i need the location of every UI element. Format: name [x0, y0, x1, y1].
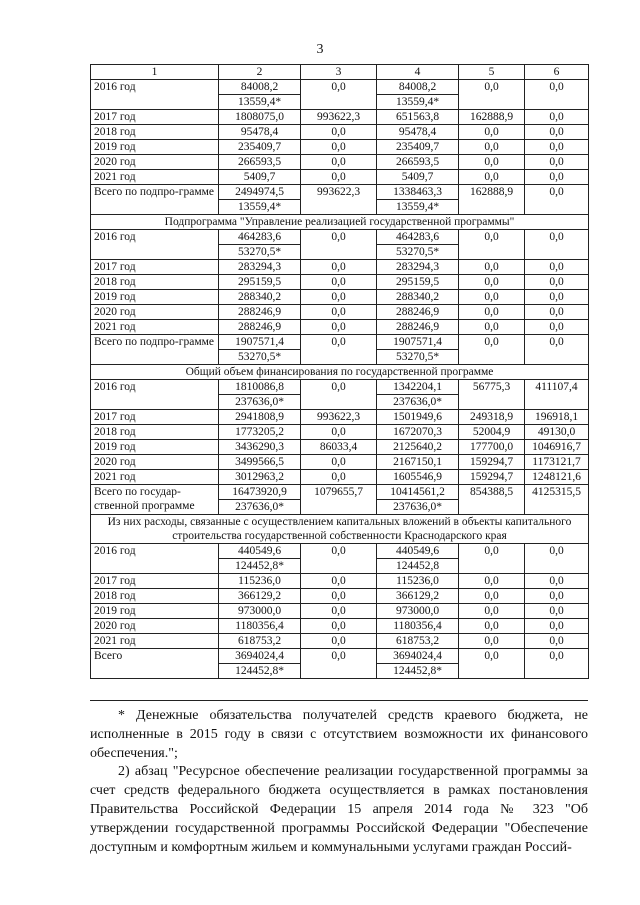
section-title: Подпрограмма "Управление реализацией государственной программы" [91, 215, 589, 230]
row-label: 2018 год [91, 589, 219, 604]
footnote [90, 706, 588, 763]
cell-col4: 288246,9 [377, 320, 459, 335]
page-number: 3 [316, 42, 324, 57]
cell-col5: 0,0 [459, 574, 525, 589]
cell-col5: 0,0 [459, 544, 525, 574]
cell-col5: 0,0 [459, 260, 525, 275]
cell-col4: 295159,5 [377, 275, 459, 290]
cell-total: 2494974,5 [219, 185, 301, 200]
cell-col4-unpaid: 237636,0* [377, 395, 459, 410]
cell-col4: 2167150,1 [377, 455, 459, 470]
table-row [91, 440, 589, 455]
cell-col4-unpaid: 237636,0* [377, 500, 459, 515]
cell-col3: 0,0 [301, 320, 377, 335]
cell-col5: 0,0 [459, 320, 525, 335]
cell-col4: 973000,0 [377, 604, 459, 619]
cell-col3: 0,0 [301, 619, 377, 634]
cell-col3: 0,0 [301, 80, 377, 110]
cell-col3: 993622,3 [301, 185, 377, 215]
table-row [91, 305, 589, 320]
row-label: 2021 год [91, 170, 219, 185]
table-row [91, 425, 589, 440]
body-paragraph [90, 762, 588, 857]
cell-total-unpaid: 124452,8* [219, 559, 301, 574]
cell-col5: 0,0 [459, 305, 525, 320]
table-row [91, 185, 589, 200]
cell-total: 295159,5 [219, 275, 301, 290]
table-row [91, 455, 589, 470]
cell-total-unpaid: 13559,4* [219, 200, 301, 215]
cell-col5: 56775,3 [459, 380, 525, 410]
table-row [91, 574, 589, 589]
row-label: 2021 год [91, 320, 219, 335]
table-row [91, 470, 589, 485]
row-label: 2020 год [91, 305, 219, 320]
cell-total: 1907571,4 [219, 335, 301, 350]
table-row [91, 619, 589, 634]
cell-col4: 1672070,3 [377, 425, 459, 440]
cell-total: 1773205,2 [219, 425, 301, 440]
cell-col4-unpaid: 13559,4* [377, 95, 459, 110]
cell-col3: 0,0 [301, 380, 377, 410]
cell-col6: 0,0 [525, 305, 589, 320]
cell-col6: 0,0 [525, 155, 589, 170]
cell-total: 973000,0 [219, 604, 301, 619]
cell-col3: 0,0 [301, 170, 377, 185]
cell-col3: 86033,4 [301, 440, 377, 455]
section-title-row [91, 365, 589, 380]
cell-col4-unpaid: 124452,8* [377, 664, 459, 679]
cell-total: 618753,2 [219, 634, 301, 649]
cell-col6: 0,0 [525, 320, 589, 335]
cell-total: 1180356,4 [219, 619, 301, 634]
cell-col5: 0,0 [459, 275, 525, 290]
cell-col5: 0,0 [459, 634, 525, 649]
row-label: Всего [91, 649, 219, 679]
cell-col4: 235409,7 [377, 140, 459, 155]
cell-col5: 52004,9 [459, 425, 525, 440]
cell-col4-unpaid: 53270,5* [377, 350, 459, 365]
cell-total: 3499566,5 [219, 455, 301, 470]
table-row [91, 544, 589, 559]
row-label: 2020 год [91, 155, 219, 170]
cell-col4: 2125640,2 [377, 440, 459, 455]
cell-col4: 266593,5 [377, 155, 459, 170]
cell-col3: 0,0 [301, 305, 377, 320]
cell-col6: 1248121,6 [525, 470, 589, 485]
cell-col3: 0,0 [301, 230, 377, 260]
cell-col6: 0,0 [525, 574, 589, 589]
table-row [91, 110, 589, 125]
cell-col3: 0,0 [301, 574, 377, 589]
cell-col5: 159294,7 [459, 455, 525, 470]
financing-table [90, 64, 589, 679]
cell-col4: 288340,2 [377, 290, 459, 305]
footnote-rule [90, 700, 588, 701]
cell-total: 288340,2 [219, 290, 301, 305]
cell-total: 288246,9 [219, 305, 301, 320]
cell-col3: 0,0 [301, 125, 377, 140]
cell-col5: 0,0 [459, 125, 525, 140]
cell-col5: 0,0 [459, 140, 525, 155]
cell-total: 84008,2 [219, 80, 301, 95]
header-cell: 6 [525, 65, 589, 80]
cell-total: 288246,9 [219, 320, 301, 335]
row-label: 2019 год [91, 290, 219, 305]
header-cell: 5 [459, 65, 525, 80]
cell-col4: 464283,6 [377, 230, 459, 245]
row-label: 2016 год [91, 544, 219, 574]
cell-col6: 0,0 [525, 290, 589, 305]
cell-col3: 0,0 [301, 260, 377, 275]
table-row [91, 604, 589, 619]
cell-col6: 0,0 [525, 544, 589, 574]
cell-col6: 0,0 [525, 230, 589, 260]
row-label: 2016 год [91, 230, 219, 260]
cell-col5: 0,0 [459, 290, 525, 305]
cell-col3: 993622,3 [301, 110, 377, 125]
row-label: Всего по подпро-грамме [91, 335, 219, 365]
row-label: 2021 год [91, 634, 219, 649]
paragraph-text: 2) абзац "Ресурсное обеспечение реализации государственной программы за счет средств федерального бюджета осуществляется в рамках постановления Правительства Российской Федерации 15 апреля 2014 года № 323 "Об утверждении государственной программы Российской Федерации "Обеспечение доступным и комфортным жильем и коммунальными услугами граждан Россий- [90, 764, 588, 855]
cell-col3: 0,0 [301, 155, 377, 170]
cell-col5: 0,0 [459, 170, 525, 185]
table-row [91, 649, 589, 664]
cell-col6: 0,0 [525, 634, 589, 649]
cell-col3: 993622,3 [301, 410, 377, 425]
cell-col5: 0,0 [459, 230, 525, 260]
table-row [91, 634, 589, 649]
cell-col6: 0,0 [525, 80, 589, 110]
cell-col5: 249318,9 [459, 410, 525, 425]
cell-col3: 0,0 [301, 140, 377, 155]
cell-col4: 1342204,1 [377, 380, 459, 395]
row-label: 2016 год [91, 80, 219, 110]
cell-col5: 0,0 [459, 155, 525, 170]
table-row [91, 290, 589, 305]
cell-total: 1810086,8 [219, 380, 301, 395]
cell-col4: 1180356,4 [377, 619, 459, 634]
row-label: 2019 год [91, 140, 219, 155]
table-row [91, 80, 589, 95]
cell-col3: 0,0 [301, 455, 377, 470]
cell-col6: 196918,1 [525, 410, 589, 425]
cell-col4: 618753,2 [377, 634, 459, 649]
cell-total: 464283,6 [219, 230, 301, 245]
table-row [91, 275, 589, 290]
cell-col3: 0,0 [301, 589, 377, 604]
table-row [91, 320, 589, 335]
header-cell: 1 [91, 65, 219, 80]
cell-col6: 0,0 [525, 649, 589, 679]
cell-total: 266593,5 [219, 155, 301, 170]
cell-total: 1808075,0 [219, 110, 301, 125]
row-label: 2019 год [91, 604, 219, 619]
cell-col5: 162888,9 [459, 110, 525, 125]
cell-col4: 84008,2 [377, 80, 459, 95]
table-row [91, 230, 589, 245]
cell-total: 2941808,9 [219, 410, 301, 425]
row-label: Всего по подпро-грамме [91, 185, 219, 215]
cell-col6: 0,0 [525, 140, 589, 155]
cell-col4: 651563,8 [377, 110, 459, 125]
row-label: 2018 год [91, 425, 219, 440]
cell-col4: 366129,2 [377, 589, 459, 604]
table-row [91, 410, 589, 425]
cell-col3: 0,0 [301, 604, 377, 619]
cell-total-unpaid: 53270,5* [219, 245, 301, 260]
cell-col6: 1173121,7 [525, 455, 589, 470]
cell-col5: 0,0 [459, 619, 525, 634]
cell-total: 3694024,4 [219, 649, 301, 664]
cell-col4: 5409,7 [377, 170, 459, 185]
table-row [91, 260, 589, 275]
footnote-text: * Денежные обязательства получателей средств краевого бюджета, не исполненные в 2015 году в связи с отсутствием возможности их финансового обеспечения."; [90, 708, 588, 761]
cell-total: 5409,7 [219, 170, 301, 185]
row-label: Всего по государ-ственной программе [91, 485, 219, 515]
cell-total-unpaid: 237636,0* [219, 395, 301, 410]
table-row [91, 125, 589, 140]
table-row [91, 170, 589, 185]
cell-col3: 0,0 [301, 335, 377, 365]
cell-total-unpaid: 53270,5* [219, 350, 301, 365]
table-row [91, 380, 589, 395]
cell-col5: 0,0 [459, 335, 525, 365]
cell-col4: 3694024,4 [377, 649, 459, 664]
section-title-row [91, 215, 589, 230]
cell-col3: 0,0 [301, 649, 377, 679]
cell-total: 3436290,3 [219, 440, 301, 455]
row-label: 2020 год [91, 455, 219, 470]
cell-col4: 115236,0 [377, 574, 459, 589]
cell-total: 16473920,9 [219, 485, 301, 500]
cell-col6: 0,0 [525, 604, 589, 619]
cell-total: 235409,7 [219, 140, 301, 155]
cell-col3: 1079655,7 [301, 485, 377, 515]
section-title-row [91, 515, 589, 544]
row-label: 2018 год [91, 125, 219, 140]
table-row [91, 140, 589, 155]
cell-col5: 0,0 [459, 80, 525, 110]
cell-total-unpaid: 237636,0* [219, 500, 301, 515]
row-label: 2017 год [91, 110, 219, 125]
cell-total-unpaid: 13559,4* [219, 95, 301, 110]
table-row [91, 335, 589, 350]
cell-col4: 440549,6 [377, 544, 459, 559]
cell-col5: 159294,7 [459, 470, 525, 485]
row-label: 2019 год [91, 440, 219, 455]
cell-col4: 95478,4 [377, 125, 459, 140]
cell-col6: 4125315,5 [525, 485, 589, 515]
cell-col4: 1501949,6 [377, 410, 459, 425]
cell-col5: 0,0 [459, 589, 525, 604]
cell-total: 440549,6 [219, 544, 301, 559]
cell-col6: 0,0 [525, 170, 589, 185]
section-title: Общий объем финансирования по государственной программе [91, 365, 589, 380]
cell-col5: 854388,5 [459, 485, 525, 515]
row-label: 2017 год [91, 260, 219, 275]
header-cell: 3 [301, 65, 377, 80]
row-label: 2018 год [91, 275, 219, 290]
section-title: Из них расходы, связанные с осуществлением капитальных вложений в объекты капитального строительства государственной собственности Краснодарского края [91, 515, 589, 544]
row-label: 2017 год [91, 410, 219, 425]
row-label: 2017 год [91, 574, 219, 589]
cell-col6: 0,0 [525, 185, 589, 215]
cell-col4: 288246,9 [377, 305, 459, 320]
cell-col6: 0,0 [525, 110, 589, 125]
table-row [91, 155, 589, 170]
cell-col6: 0,0 [525, 275, 589, 290]
cell-col5: 162888,9 [459, 185, 525, 215]
table-row [91, 485, 589, 500]
cell-col6: 0,0 [525, 125, 589, 140]
cell-col6: 0,0 [525, 260, 589, 275]
cell-total: 3012963,2 [219, 470, 301, 485]
cell-col6: 411107,4 [525, 380, 589, 410]
row-label: 2020 год [91, 619, 219, 634]
cell-total: 115236,0 [219, 574, 301, 589]
cell-col5: 177700,0 [459, 440, 525, 455]
cell-col4-unpaid: 124452,8 [377, 559, 459, 574]
cell-col3: 0,0 [301, 290, 377, 305]
cell-col3: 0,0 [301, 275, 377, 290]
table-row [91, 589, 589, 604]
cell-col4-unpaid: 13559,4* [377, 200, 459, 215]
cell-col5: 0,0 [459, 604, 525, 619]
header-cell: 2 [219, 65, 301, 80]
row-label: 2021 год [91, 470, 219, 485]
cell-col4-unpaid: 53270,5* [377, 245, 459, 260]
cell-col5: 0,0 [459, 649, 525, 679]
cell-col6: 49130,0 [525, 425, 589, 440]
cell-total: 283294,3 [219, 260, 301, 275]
cell-col4: 1338463,3 [377, 185, 459, 200]
cell-col3: 0,0 [301, 544, 377, 574]
cell-col4: 283294,3 [377, 260, 459, 275]
cell-col4: 1605546,9 [377, 470, 459, 485]
cell-col3: 0,0 [301, 425, 377, 440]
cell-total: 366129,2 [219, 589, 301, 604]
header-cell: 4 [377, 65, 459, 80]
row-label: 2016 год [91, 380, 219, 410]
cell-col4: 1907571,4 [377, 335, 459, 350]
cell-col4: 10414561,2 [377, 485, 459, 500]
cell-col3: 0,0 [301, 634, 377, 649]
cell-col6: 1046916,7 [525, 440, 589, 455]
table-header-row [91, 65, 589, 80]
cell-col6: 0,0 [525, 589, 589, 604]
cell-col6: 0,0 [525, 619, 589, 634]
cell-col3: 0,0 [301, 470, 377, 485]
cell-total: 95478,4 [219, 125, 301, 140]
cell-total-unpaid: 124452,8* [219, 664, 301, 679]
cell-col6: 0,0 [525, 335, 589, 365]
